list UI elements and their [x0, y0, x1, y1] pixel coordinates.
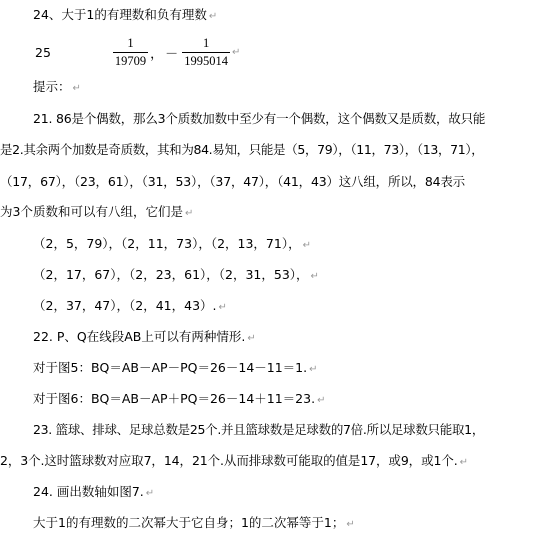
minus-sign: － — [165, 45, 179, 61]
paragraph-mark: ↵ — [145, 488, 155, 499]
text-line: 21. 86是个偶数，那么3个质数加数中至少有一个偶数，这个偶数又是质数，故只能 — [33, 111, 486, 126]
text-line: （2，5，79），（2，11，73），（2，13，71）， ↵ — [33, 236, 311, 251]
paragraph-mark: ↵ — [231, 46, 241, 58]
text-line: 22. P、Q在线段AB上可以有两种情形. ↵ — [33, 329, 256, 344]
text-line: 大于1的有理数的二次幂大于它自身；1的二次幂等于1； ↵ — [33, 515, 355, 530]
answer-number: 25 — [35, 44, 51, 60]
paragraph-mark: ↵ — [309, 364, 318, 375]
fraction-1-numerator: 1 — [127, 35, 134, 50]
answer-25-row — [35, 31, 240, 73]
text-line: （2，37，47），（2，41，43）. ↵ — [33, 298, 227, 313]
hint-label: 提示： ↵ — [33, 79, 81, 94]
paragraph-mark: ↵ — [310, 271, 319, 282]
paragraph-mark: ↵ — [218, 302, 227, 313]
fraction-2-numerator: 1 — [202, 35, 210, 50]
text-line: 对于图6：BQ＝AB－AP＋PQ＝26－14＋11＝23. ↵ — [33, 391, 326, 406]
paragraph-mark: ↵ — [247, 333, 256, 344]
separator: ， — [150, 45, 164, 61]
text-line: 为3个质数和可以有八组，它们是 ↵ — [0, 204, 194, 219]
paragraph-mark: ↵ — [346, 519, 355, 530]
heading-24: 24、大于1的有理数和负有理数 ↵ — [33, 7, 218, 22]
text-line: 24. 画出数轴如图7. ↵ — [33, 484, 155, 499]
paragraph-mark: ↵ — [459, 457, 468, 468]
paragraph-mark: ↵ — [317, 395, 326, 406]
text-line: （2，17，67），（2，23，61），（2，31，53）， ↵ — [33, 267, 319, 282]
text-line: 是2.其余两个加数是奇质数，其和为84.易知，只能是（5，79），（11，73），（13，71）， — [0, 142, 484, 157]
paragraph-mark: ↵ — [208, 11, 218, 22]
paragraph-mark: ↵ — [302, 240, 311, 251]
text-line: （17，67），（23，61），（31，53），（37，47），（41，43）这八组，所以，84表示 — [0, 174, 465, 189]
paragraph-mark: ↵ — [72, 83, 81, 94]
text-line: 对于图5：BQ＝AB－AP－PQ＝26－14－11＝1. ↵ — [33, 360, 318, 375]
paragraph-mark: ↵ — [184, 208, 194, 219]
fraction-1-denominator: 19709 — [114, 53, 147, 68]
text-line: 23. 篮球、排球、足球总数是25个.并且篮球数是足球数的7倍.所以足球数只能取1， — [33, 422, 485, 437]
fraction-1 — [113, 36, 148, 69]
text-line: 2，3个.这时篮球数对应取7，14，21个.从而排球数可能取的值是17，或9，或1个. ↵ — [0, 453, 468, 468]
fraction-2-denominator: 1995014 — [184, 53, 228, 68]
fraction-2 — [182, 36, 230, 69]
